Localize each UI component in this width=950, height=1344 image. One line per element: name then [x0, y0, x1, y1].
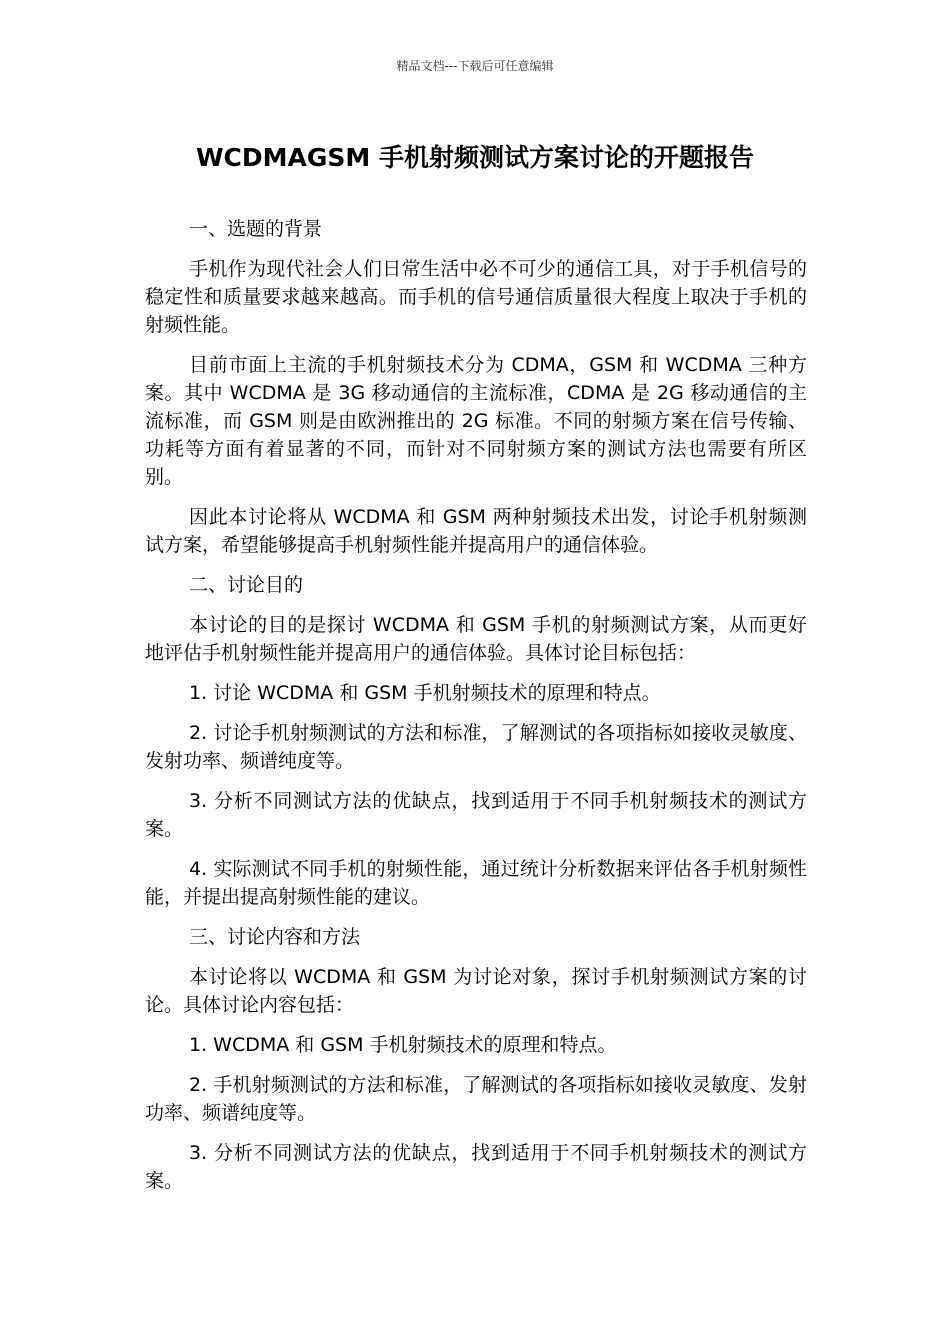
- paragraph: 本讨论的目的是探讨 WCDMA 和 GSM 手机的射频测试方案，从而更好地评估手机射频性能并提高用户的通信体验。具体讨论目标包括：: [145, 614, 807, 664]
- list-item: 4. 实际测试不同手机的射频性能，通过统计分析数据来评估各手机射频性能，并提出提高射频性能的建议。: [145, 858, 807, 908]
- paragraph: 因此本讨论将从 WCDMA 和 GSM 两种射频技术出发，讨论手机射频测试方案，希望能够提高手机射频性能并提高用户的通信体验。: [145, 506, 807, 556]
- paragraph: 手机作为现代社会人们日常生活中必不可少的通信工具，对于手机信号的稳定性和质量要求越来越高。而手机的信号通信质量很大程度上取决于手机的射频性能。: [145, 258, 807, 336]
- list-item: 1. 讨论 WCDMA 和 GSM 手机射频技术的原理和特点。: [189, 682, 661, 704]
- document-title: WCDMAGSM 手机射频测试方案讨论的开题报告: [195, 143, 754, 172]
- list-item: 1. WCDMA 和 GSM 手机射频技术的原理和特点。: [189, 1034, 617, 1056]
- document-body: [145, 215, 807, 1207]
- section-heading-background: 一、选题的背景: [189, 218, 323, 240]
- paragraph: 本讨论将以 WCDMA 和 GSM 为讨论对象，探讨手机射频测试方案的讨论。具体讨论内容包括：: [145, 966, 807, 1016]
- section-heading-purpose: 二、讨论目的: [189, 574, 304, 596]
- page-header-note: 精品文档---下载后可任意编辑: [396, 59, 554, 73]
- list-item: 2. 讨论手机射频测试的方法和标准，了解测试的各项指标如接收灵敏度、发射功率、频谱纯度等。: [145, 722, 807, 772]
- section-heading-content-methods: 三、讨论内容和方法: [189, 926, 361, 948]
- list-item: 2. 手机射频测试的方法和标准，了解测试的各项指标如接收灵敏度、发射功率、频谱纯度等。: [145, 1074, 807, 1124]
- list-item: 3. 分析不同测试方法的优缺点，找到适用于不同手机射频技术的测试方案。: [145, 1142, 807, 1192]
- paragraph: 目前市面上主流的手机射频技术分为 CDMA，GSM 和 WCDMA 三种方案。其中 WCDMA 是 3G 移动通信的主流标准，CDMA 是 2G 移动通信的主流标准，而 GSM 则是由欧洲推出的 2G 标准。不同的射频方案在信号传输、功耗等方面有着显著的不同，而针对不同射频方案的测试方法也需要有所区别。: [145, 354, 807, 488]
- list-item: 3. 分析不同测试方法的优缺点，找到适用于不同手机射频技术的测试方案。: [145, 790, 807, 840]
